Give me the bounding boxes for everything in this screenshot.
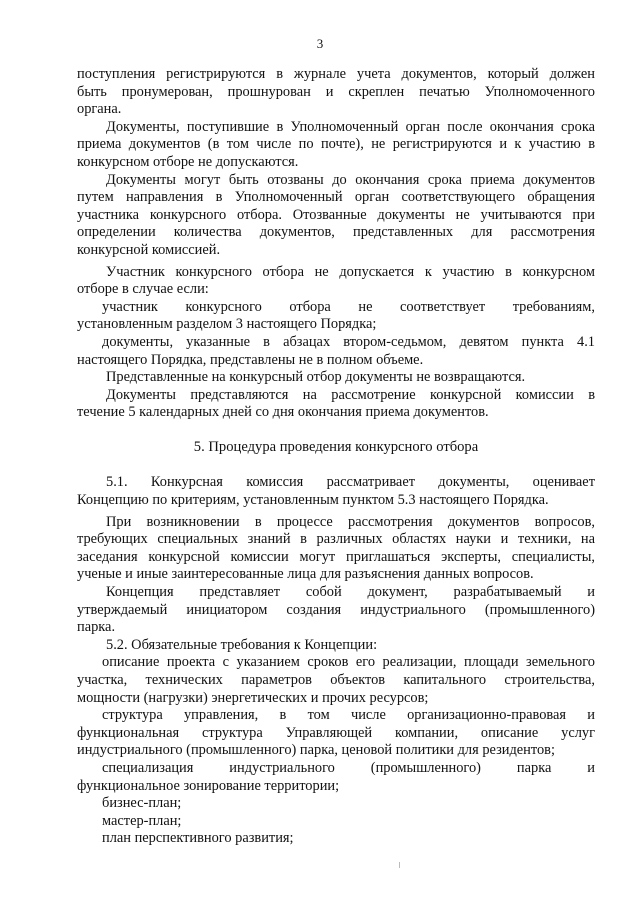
text-line: утверждаемый инициатором создания индустриального (промышленного) — [77, 601, 595, 618]
section-heading: 5. Процедура проведения конкурсного отбора — [193, 438, 479, 455]
text-line: документы, указанные в абзацах втором-седьмом, девятом пункта 4.1 — [102, 333, 595, 350]
text-line: путем направления в Уполномоченный орган соответствующего обращения — [77, 189, 595, 206]
document-body — [77, 66, 595, 848]
text-line: парка. — [77, 619, 116, 636]
scan-mark — [399, 862, 400, 868]
text-line: поступления регистрируются в журнале учета документов, который должен — [77, 66, 595, 82]
text-line: определении количества документов, представленных для рассмотрения — [77, 224, 595, 241]
text-line: Концепция представляет собой документ, разрабатываемый и — [106, 584, 595, 601]
text-line: описание проекта с указанием сроков его реализации, площади земельного — [102, 654, 595, 671]
text-line: Представленные на конкурсный отбор документы не возвращаются. — [106, 369, 526, 386]
text-line: Документы представляются на рассмотрение конкурсной комиссии в — [106, 386, 595, 403]
text-line: течение 5 календарных дней со дня окончания приема документов. — [77, 404, 489, 421]
text-line: органа. — [77, 101, 122, 118]
text-line: ученые и иные заинтересованные лица для разъяснения данных вопросов. — [77, 566, 534, 583]
text-line: настоящего Порядка, представлены не в полном объеме. — [77, 351, 424, 368]
text-line: заседания конкурсной комиссии могут приглашаться эксперты, специалисты, — [77, 548, 595, 565]
text-line: план перспективного развития; — [102, 830, 294, 847]
text-line: отборе в случае если: — [77, 281, 209, 298]
text-line: мастер-план; — [102, 812, 182, 829]
text-line: 5.2. Обязательные требования к Концепции: — [106, 636, 378, 653]
page-number: 3 — [316, 36, 324, 51]
text-line: участка, технических параметров объектов капитального строительства, — [77, 672, 595, 688]
text-line: функциональное зонирование территории; — [77, 777, 340, 794]
text-line: структура управления, в том числе организационно-правовая и — [102, 707, 595, 724]
text-line: функциональная структура Управляющей компании, описание услуг — [77, 724, 595, 741]
text-line: участник конкурсного отбора не соответствует требованиям, — [102, 298, 595, 315]
text-line: требующих специальных знаний в различных областях науки и техники, на — [77, 531, 595, 548]
text-line: 5.1. Конкурсная комиссия рассматривает документы, оценивает — [106, 474, 595, 491]
text-line: быть пронумерован, прошнурован и скреплен печатью Уполномоченного — [77, 83, 595, 100]
text-line: конкурсной комиссией. — [77, 241, 221, 258]
text-line: бизнес-план; — [102, 795, 182, 812]
text-line: индустриального (промышленного) парка, ценовой политики для резидентов; — [77, 742, 555, 759]
text-line: участника конкурсного отбора. Отозванные документы не учитываются при — [77, 206, 595, 223]
text-line: установленным разделом 3 настоящего Порядка; — [77, 316, 377, 333]
text-line: мощности (нагрузки) энергетических и прочих ресурсов; — [77, 689, 429, 706]
text-line: конкурсном отборе не допускаются. — [77, 153, 299, 170]
text-line: Концепцию по критериям, установленным пунктом 5.3 настоящего Порядка. — [77, 492, 549, 509]
text-line: приема документов (в том числе по почте), не регистрируются и к участию в — [77, 136, 595, 153]
text-line: специализация индустриального (промышленного) парка и — [102, 759, 595, 776]
text-line: При возникновении в процессе рассмотрения документов вопросов, — [106, 513, 595, 530]
text-line: Документы, поступившие в Уполномоченный орган после окончания срока — [106, 118, 595, 135]
text-line: Участник конкурсного отбора не допускается к участию в конкурсном — [106, 263, 595, 280]
text-line: Документы могут быть отозваны до окончания срока приема документов — [106, 171, 595, 188]
